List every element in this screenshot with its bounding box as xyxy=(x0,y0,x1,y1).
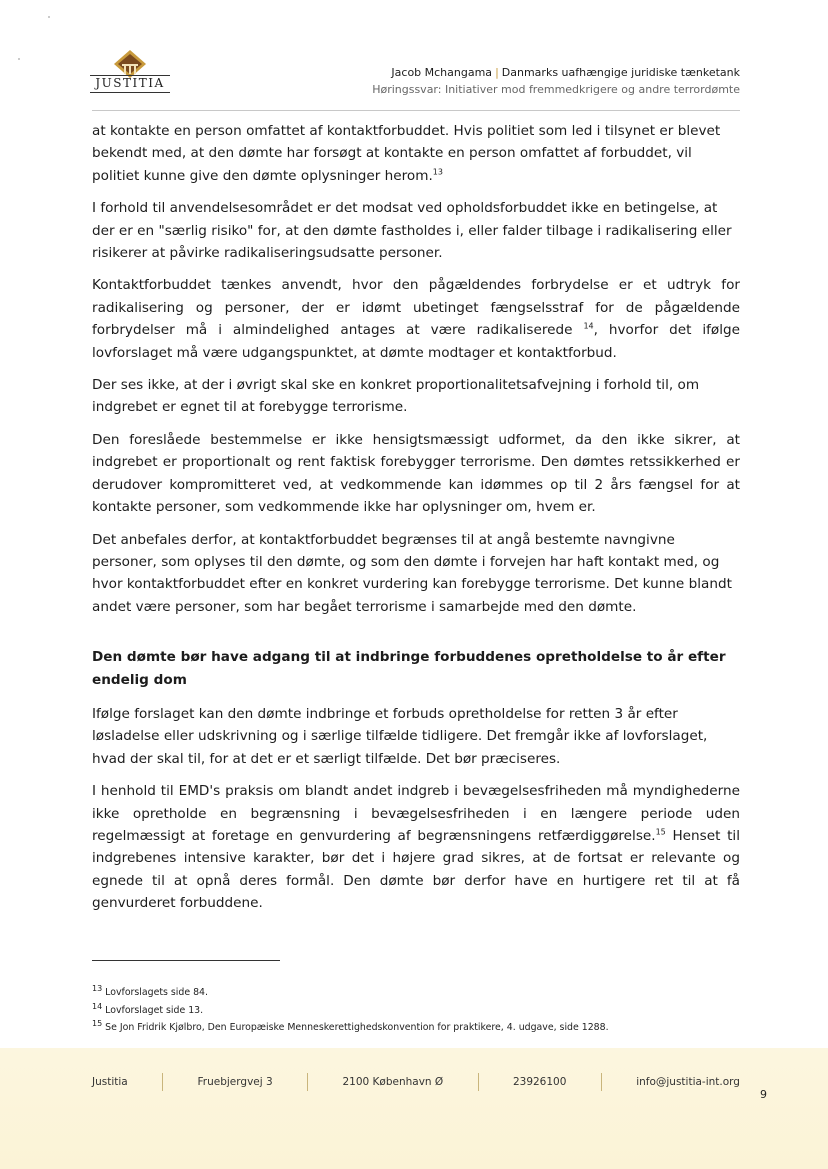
scan-speck xyxy=(18,58,20,60)
paragraph-6: Det anbefales derfor, at kontaktforbuddet begrænses til at angå bestemte navngivne personer, som oplyses til den dømte, og som den dømte i forvejen har haft kontakt med, og hvor kontaktforbuddet efter en konkret vurdering kan forebygge terrorisme. Det kunne blandt andet være personer, som har begået terrorisme i samarbejde med den dømte. xyxy=(92,531,732,615)
footnote-text: Se Jon Fridrik Kjølbro, Den Europæiske Menneskerettighedskonvention for praktikere, 4. udgave, side 1288. xyxy=(105,1022,609,1033)
header-rule xyxy=(92,110,740,111)
footnote-number: 15 xyxy=(92,1018,103,1028)
footnote-text: Lovforslaget side 13. xyxy=(105,1004,204,1016)
footer-city: 2100 København Ø xyxy=(342,1076,444,1088)
header-subtitle: Høringssvar: Initiativer mod fremmedkrigere og andre terrordømte xyxy=(372,83,740,96)
footer-phone: 23926100 xyxy=(512,1076,567,1088)
footnote-text: Lovforslagets side 84. xyxy=(105,987,208,998)
paragraph-3-text-b: , hvorfor det ifølge lovforslaget må være udgangspunktet, at dømte modtager et kontaktforbud. xyxy=(92,322,740,361)
footnotes xyxy=(92,984,609,1037)
footer-org: Justitia xyxy=(92,1076,128,1088)
document-body xyxy=(92,120,740,925)
footer-separator xyxy=(162,1073,163,1091)
footer-separator xyxy=(601,1073,602,1091)
header-author-line xyxy=(372,64,740,81)
paragraph-8-text-a: I henhold til EMD's praksis om blandt andet indgreb i bevægelsesfriheden må myndighederne ikke opretholde en begrænsning i bevægelsesfriheden i en længere periode uden regelmæssigt at foretage en genvurdering af begrænsningens retfærdiggørelse. xyxy=(92,783,740,844)
paragraph-3-text-a: Kontaktforbuddet tænkes anvendt, hvor den pågældendes forbrydelse er et udtryk for radikalisering og personer, der er idømt ubetinget fængselsstraf for de pågældende forbrydelser må i almindelighed antages at være radikaliserede xyxy=(92,277,740,339)
footnote-item xyxy=(92,984,609,1002)
paragraph-4: Der ses ikke, at der i øvrigt skal ske en konkret proportionalitetsafvejning i forhold til, om indgrebet er egnet til at forebygge terrorisme. xyxy=(92,377,700,416)
footnote-ref-15[interactable]: 15 xyxy=(655,827,666,837)
footnote-number: 13 xyxy=(92,983,103,993)
logo-text: JUSTITIA xyxy=(95,76,165,90)
footnote-ref-13[interactable]: 13 xyxy=(432,167,443,177)
footer-email-link[interactable]: info@justitia-int.org xyxy=(636,1076,740,1088)
logo-emblem-icon xyxy=(106,48,154,78)
paragraph-5: Den foreslåede bestemmelse er ikke hensigtsmæssigt udformet, da den ikke sikrer, at indgrebet er proportionalt og rent faktisk forebygger terrorisme. Den dømtes retssikkerhed er derudover kompromitteret ved, at vedkommende kan idømmes op til 2 års fængsel for at kontakte personer, som vedkommende ikke har oplysninger om, hvem er. xyxy=(92,431,740,516)
paragraph-8-text-b: Henset til indgrebenes intensive karakter, bør det i højere grad sikres, at de fortsat er relevante og egnede til at opnå deres formål. Den dømte bør derfor have en hurtigere ret til at få genvurderet forbuddene. xyxy=(92,827,740,912)
footnote-number: 14 xyxy=(92,1001,103,1011)
paragraph-2: I forhold til anvendelsesområdet er det modsat ved opholdsforbuddet ikke en betingelse, at der er en "særlig risiko" for, at den dømte fastholdes i, eller falder tilbage i radikalisering eller risikerer at påvirke radikaliseringsudsatte personer. xyxy=(92,200,732,262)
section-heading: Den dømte bør have adgang til at indbringe forbuddenes opretholdelse to år efter endelig dom xyxy=(92,649,726,688)
footnote-item xyxy=(92,1002,609,1020)
header-author: Jacob Mchangama xyxy=(391,66,493,79)
logo-rule-bottom xyxy=(90,92,170,93)
paragraph-1 xyxy=(92,120,740,187)
footer-band xyxy=(0,1048,828,1169)
paragraph-8 xyxy=(92,780,740,914)
header-info xyxy=(372,64,740,98)
footer-separator xyxy=(307,1073,308,1091)
scan-speck xyxy=(48,16,50,18)
paragraph-3 xyxy=(92,274,740,364)
footer-separator xyxy=(478,1073,479,1091)
footnote-item xyxy=(92,1019,609,1037)
footnote-ref-14[interactable]: 14 xyxy=(583,321,594,331)
footer-contact xyxy=(92,1070,740,1094)
footnote-rule xyxy=(92,960,280,961)
paragraph-1-text: at kontakte en person omfattet af kontaktforbuddet. Hvis politiet som led i tilsynet er blevet bekendt med, at den dømte har forsøgt at kontakte en person omfattet af forbuddet, vil politiet kunne give den dømte oplysninger herom. xyxy=(92,123,721,184)
footer-street: Fruebjergvej 3 xyxy=(197,1076,273,1088)
page-number: 9 xyxy=(760,1088,767,1101)
paragraph-7: Ifølge forslaget kan den dømte indbringe et forbuds opretholdelse for retten 3 år efter løsladelse eller udskrivning og i særlige tilfælde tidligere. Det fremgår ikke af lovforslaget, hvad der skal til, for at det er et særligt tilfælde. Det bør præciseres. xyxy=(92,705,708,767)
header-separator: | xyxy=(495,66,499,79)
justitia-logo xyxy=(90,48,170,96)
header-organization: Danmarks uafhængige juridiske tænketank xyxy=(501,66,740,79)
